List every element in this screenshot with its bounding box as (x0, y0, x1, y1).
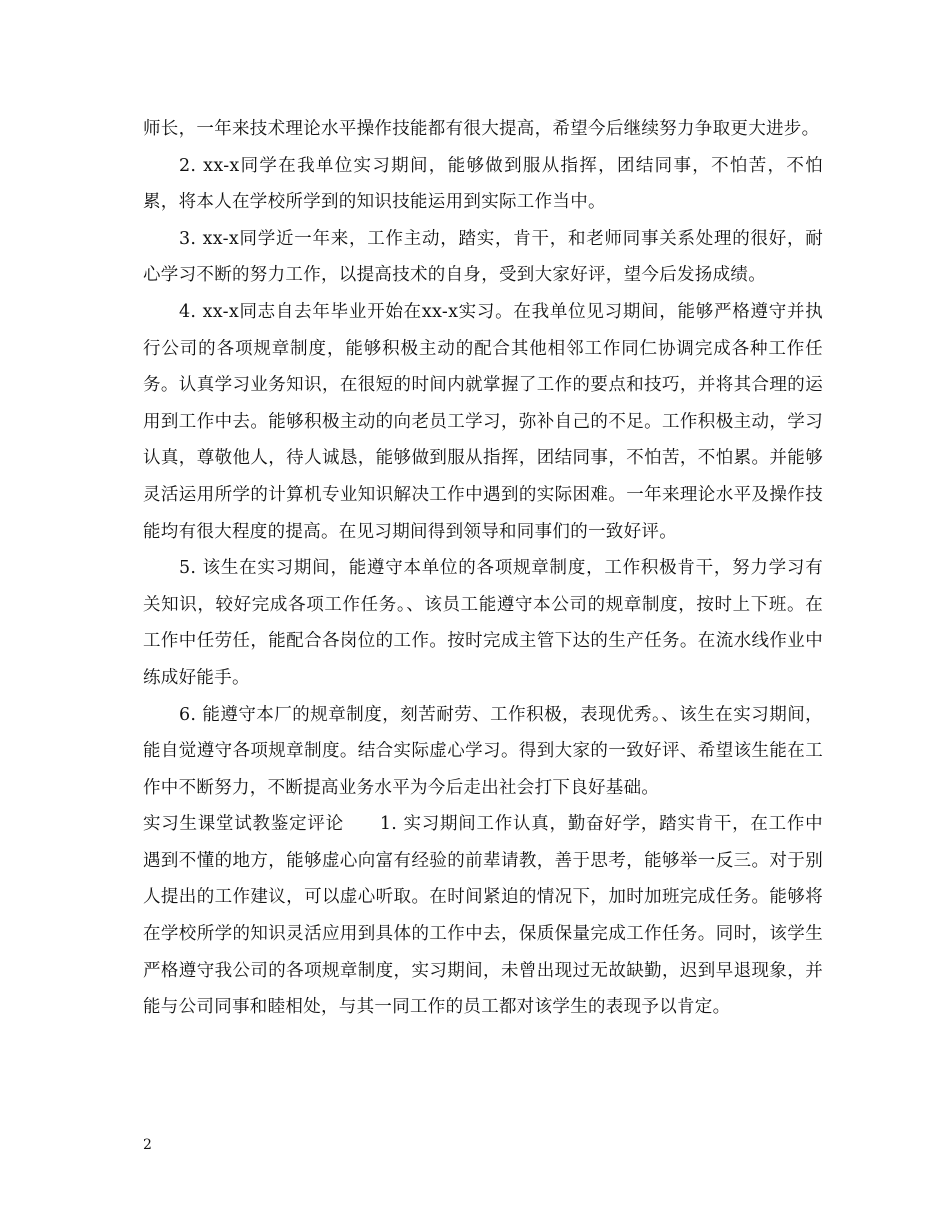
paragraph-item-2: 2. xx-x同学在我单位实习期间，能够做到服从指挥，团结同事，不怕苦，不怕累，将本人在学校所学到的知识技能运用到实际工作当中。 (143, 155, 823, 213)
section-item-1: 1. 实习期间工作认真，勤奋好学，踏实肯干，在工作中遇到不懂的地方，能够虚心向富有经验的前辈请教，善于思考，能够举一反三。对于别人提出的工作建议，可以虚心听取。在时间紧迫的情况下，加时加班完成任务。能够将在学校所学的知识灵活应用到具体的工作中去，保质保量完成工作任务。同时，该学生严格遵守我公司的各项规章制度，实习期间，未曾出现过无故缺勤，迟到早退现象，并能与公司同事和睦相处，与其一同工作的员工都对该学生的表现予以肯定。 (143, 814, 823, 1018)
section-heading: 实习生课堂试教鉴定评论 (143, 814, 344, 835)
paragraph-1-continuation: 师长，一年来技术理论水平操作技能都有很大提高，希望今后继续努力争取更大进步。 (143, 119, 820, 139)
page-number: 2 (143, 1137, 152, 1153)
paragraph-item-4: 4. xx-x同志自去年毕业开始在xx-x实习。在我单位见习期间，能够严格遵守并执行公司的各项规章制度，能够积极主动的配合其他相邻工作同仁协调完成各种工作任务。认真学习业务知识，在很短的时间内就掌握了工作的要点和技巧，并将其合理的运用到工作中去。能够积极主动的向老员工学习，弥补自己的不足。工作积极主动，学习认真，尊敬他人，待人诚恳，能够做到服从指挥，团结同事，不怕苦，不怕累。并能够灵活运用所学的计算机专业知识解决工作中遇到的实际困难。一年来理论水平及操作技能均有很大程度的提高。在见习期间得到领导和同事们的一致好评。 (143, 301, 823, 542)
paragraph-item-6: 6. 能遵守本厂的规章制度，刻苦耐劳、工作积极，表现优秀。、该生在实习期间，能自觉遵守各项规章制度。结合实际虚心学习。得到大家的一致好评、希望该生能在工作中不断努力，不断提高业务水平为今后走出社会打下良好基础。 (143, 704, 823, 798)
body-text (143, 111, 823, 1026)
paragraph-item-3: 3. xx-x同学近一年来，工作主动，踏实，肯干，和老师同事关系处理的很好，耐心学习不断的努力工作，以提高技术的自身，受到大家好评，望今后发扬成绩。 (143, 228, 823, 286)
section-paragraph (143, 806, 823, 1026)
paragraph-item-5: 5. 该生在实习期间，能遵守本单位的各项规章制度，工作积极肯干，努力学习有关知识，较好完成各项工作任务。、该员工能遵守本公司的规章制度，按时上下班。在工作中任劳任，能配合各岗位的工作。按时完成主管下达的生产任务。在流水线作业中练成好能手。 (143, 558, 823, 688)
